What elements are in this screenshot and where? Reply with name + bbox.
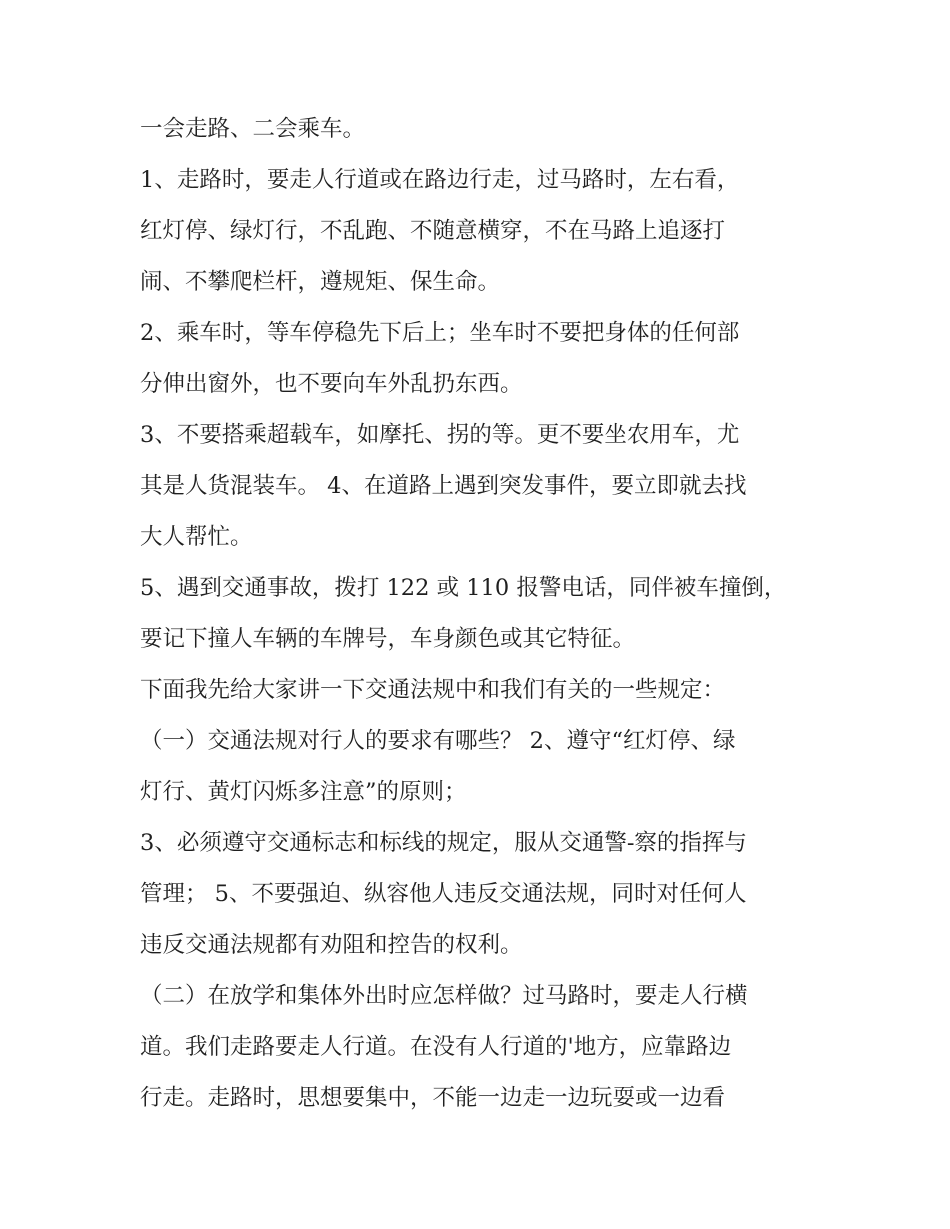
text-line: 分伸出窗外，也不要向车外乱扔东西。 xyxy=(140,371,523,397)
text-line: 闹、不攀爬栏杆，遵规矩、保生命。 xyxy=(140,269,501,295)
text-line: 下面我先给大家讲一下交通法规中和我们有关的一些规定： xyxy=(140,677,726,703)
text-line: 2、乘车时，等车停稳先下后上；坐车时不要把身体的任何部 xyxy=(140,320,740,346)
text-line: 管理； 5、不要强迫、纵容他人违反交通法规，同时对任何人 xyxy=(140,881,747,907)
text-line: 违反交通法规都有劝阻和控告的权利。 xyxy=(140,932,523,958)
text-line: 行走。走路时，思想要集中，不能一边走一边玩耍或一边看 xyxy=(140,1085,726,1111)
text-line: 5、遇到交通事故，拨打 122 或 110 报警电话，同伴被车撞倒， xyxy=(140,575,787,601)
text-line: 道。我们走路要走人行道。在没有人行道的'地方，应靠路边 xyxy=(140,1034,732,1060)
text-line: 灯行、黄灯闪烁多注意”的原则； xyxy=(140,779,467,805)
text-line: （一）交通法规对行人的要求有哪些？ 2、遵守“红灯停、绿 xyxy=(140,728,736,754)
text-line: 一会走路、二会乘车。 xyxy=(140,116,366,142)
text-line: 大人帮忙。 xyxy=(140,524,253,550)
document-body xyxy=(140,104,830,1124)
text-line: 要记下撞人车辆的车牌号，车身颜色或其它特征。 xyxy=(140,626,636,652)
text-line: 1、走路时，要走人行道或在路边行走，过马路时，左右看， xyxy=(140,167,740,193)
text-line: 其是人货混装车。 4、在道路上遇到突发事件，要立即就去找 xyxy=(140,473,747,499)
text-line: 3、必须遵守交通标志和标线的规定，服从交通警-察的指挥与 xyxy=(140,830,747,856)
text-line: 3、不要搭乘超载车，如摩托、拐的等。更不要坐农用车，尤 xyxy=(140,422,740,448)
text-line: （二）在放学和集体外出时应怎样做？过马路时，要走人行横 xyxy=(140,983,748,1009)
text-line: 红灯停、绿灯行，不乱跑、不随意横穿，不在马路上追逐打 xyxy=(140,218,726,244)
